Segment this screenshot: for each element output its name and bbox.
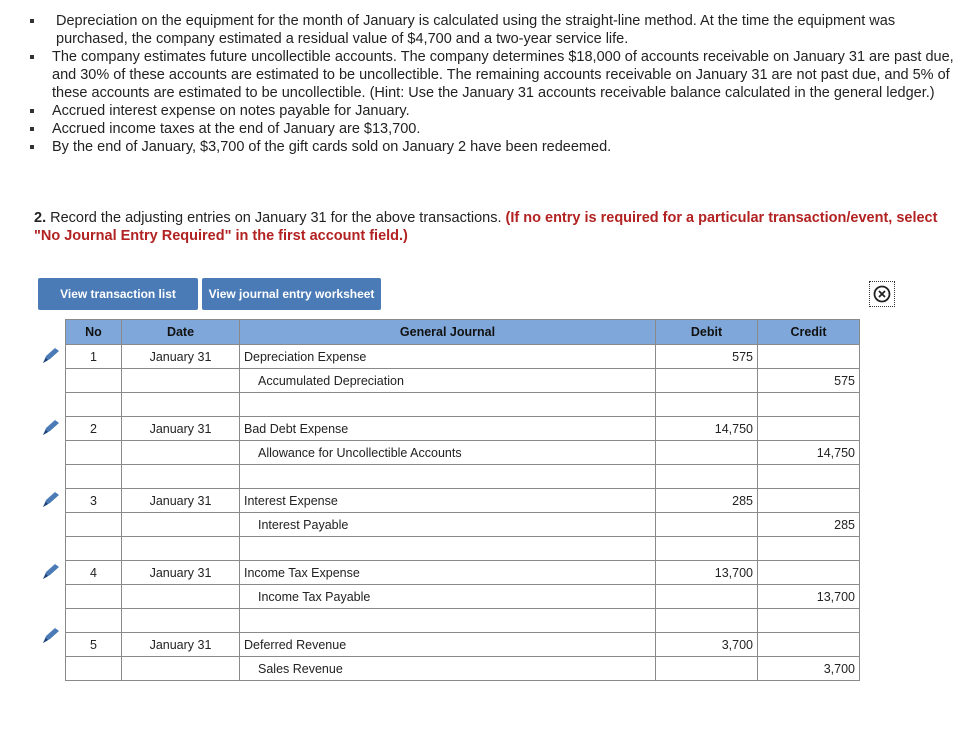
entry-no: 3 xyxy=(66,489,122,513)
bullet-text: Accrued income taxes at the end of January are $13,700. xyxy=(52,121,421,137)
table-row xyxy=(66,489,860,513)
question-number: 2. xyxy=(34,210,47,226)
debit-amount: 14,750 xyxy=(656,417,758,441)
table-row xyxy=(66,633,860,657)
table-row xyxy=(66,441,860,465)
entry-date: January 31 xyxy=(122,633,240,657)
question-text: Record the adjusting entries on January 31 for the above transactions. xyxy=(46,210,506,226)
credit-account: Allowance for Uncollectible Accounts xyxy=(240,441,656,465)
table-row-blank xyxy=(66,465,860,489)
edit-entry-3-pencil-icon[interactable] xyxy=(40,490,62,510)
debit-amount: 3,700 xyxy=(656,633,758,657)
credit-amount-empty xyxy=(758,345,860,369)
debit-account: Income Tax Expense xyxy=(240,561,656,585)
header-no: No xyxy=(66,320,122,345)
question-instruction: (If no entry is required for a particular transaction/event, select "No Journal Entry Required" in the first account field.) xyxy=(34,210,938,244)
table-row-blank xyxy=(66,393,860,417)
header-debit: Debit xyxy=(656,320,758,345)
entry-date: January 31 xyxy=(122,417,240,441)
debit-account: Deferred Revenue xyxy=(240,633,656,657)
table-row xyxy=(66,369,860,393)
bullet-item xyxy=(20,120,965,138)
table-row xyxy=(66,345,860,369)
entry-date: January 31 xyxy=(122,345,240,369)
question-prompt xyxy=(34,209,964,245)
entry-no: 1 xyxy=(66,345,122,369)
table-row xyxy=(66,561,860,585)
view-journal-worksheet-button[interactable]: View journal entry worksheet xyxy=(202,278,381,310)
edit-entry-1-pencil-icon[interactable] xyxy=(40,346,62,366)
bullet-text: Accrued interest expense on notes payable for January. xyxy=(52,103,410,119)
debit-account: Interest Expense xyxy=(240,489,656,513)
credit-amount: 13,700 xyxy=(758,585,860,609)
table-row-blank xyxy=(66,537,860,561)
credit-account: Interest Payable xyxy=(240,513,656,537)
credit-amount: 3,700 xyxy=(758,657,860,681)
entry-date: January 31 xyxy=(122,561,240,585)
bullet-item xyxy=(20,12,965,48)
credit-amount: 14,750 xyxy=(758,441,860,465)
debit-account: Depreciation Expense xyxy=(240,345,656,369)
entry-date: January 31 xyxy=(122,489,240,513)
credit-amount: 575 xyxy=(758,369,860,393)
table-row xyxy=(66,417,860,441)
table-row xyxy=(66,513,860,537)
general-journal-table xyxy=(65,319,860,681)
debit-account: Bad Debt Expense xyxy=(240,417,656,441)
debit-amount: 575 xyxy=(656,345,758,369)
header-general-journal: General Journal xyxy=(240,320,656,345)
table-header-row xyxy=(66,320,860,345)
edit-entry-2-pencil-icon[interactable] xyxy=(40,418,62,438)
credit-amount: 285 xyxy=(758,513,860,537)
view-transaction-list-button[interactable]: View transaction list xyxy=(38,278,198,310)
bullet-item xyxy=(20,48,965,102)
entry-no: 2 xyxy=(66,417,122,441)
bullet-item xyxy=(20,102,965,120)
edit-entry-4-pencil-icon[interactable] xyxy=(40,562,62,582)
bullet-text: By the end of January, $3,700 of the gift cards sold on January 2 have been redeemed. xyxy=(52,139,612,155)
bullet-text: Depreciation on the equipment for the month of January is calculated using the straight-line method. At the time the equipment was purchased, the company estimated a residual value of $4,700 and a two-year service life. xyxy=(56,13,896,47)
debit-amount: 285 xyxy=(656,489,758,513)
header-date: Date xyxy=(122,320,240,345)
table-row-blank xyxy=(66,609,860,633)
entry-no: 5 xyxy=(66,633,122,657)
debit-amount: 13,700 xyxy=(656,561,758,585)
table-row xyxy=(66,585,860,609)
credit-account: Sales Revenue xyxy=(240,657,656,681)
header-credit: Credit xyxy=(758,320,860,345)
bullet-item xyxy=(20,138,965,156)
entry-no: 4 xyxy=(66,561,122,585)
edit-entry-5-pencil-icon[interactable] xyxy=(40,626,62,646)
transaction-bullets xyxy=(20,12,965,156)
bullet-text: The company estimates future uncollectible accounts. The company determines $18,000 of accounts receivable on January 31 are past due, and 30% of these accounts are estimated to be uncollectible. The remaining accounts receivable on January 31 are not past due, and 5% of these accounts are estimated to be uncollectible. (Hint: Use the January 31 accounts receivable balance calculated in the general ledger.) xyxy=(52,49,954,101)
table-row xyxy=(66,657,860,681)
credit-account: Income Tax Payable xyxy=(240,585,656,609)
close-icon[interactable] xyxy=(869,281,895,307)
credit-account: Accumulated Depreciation xyxy=(240,369,656,393)
